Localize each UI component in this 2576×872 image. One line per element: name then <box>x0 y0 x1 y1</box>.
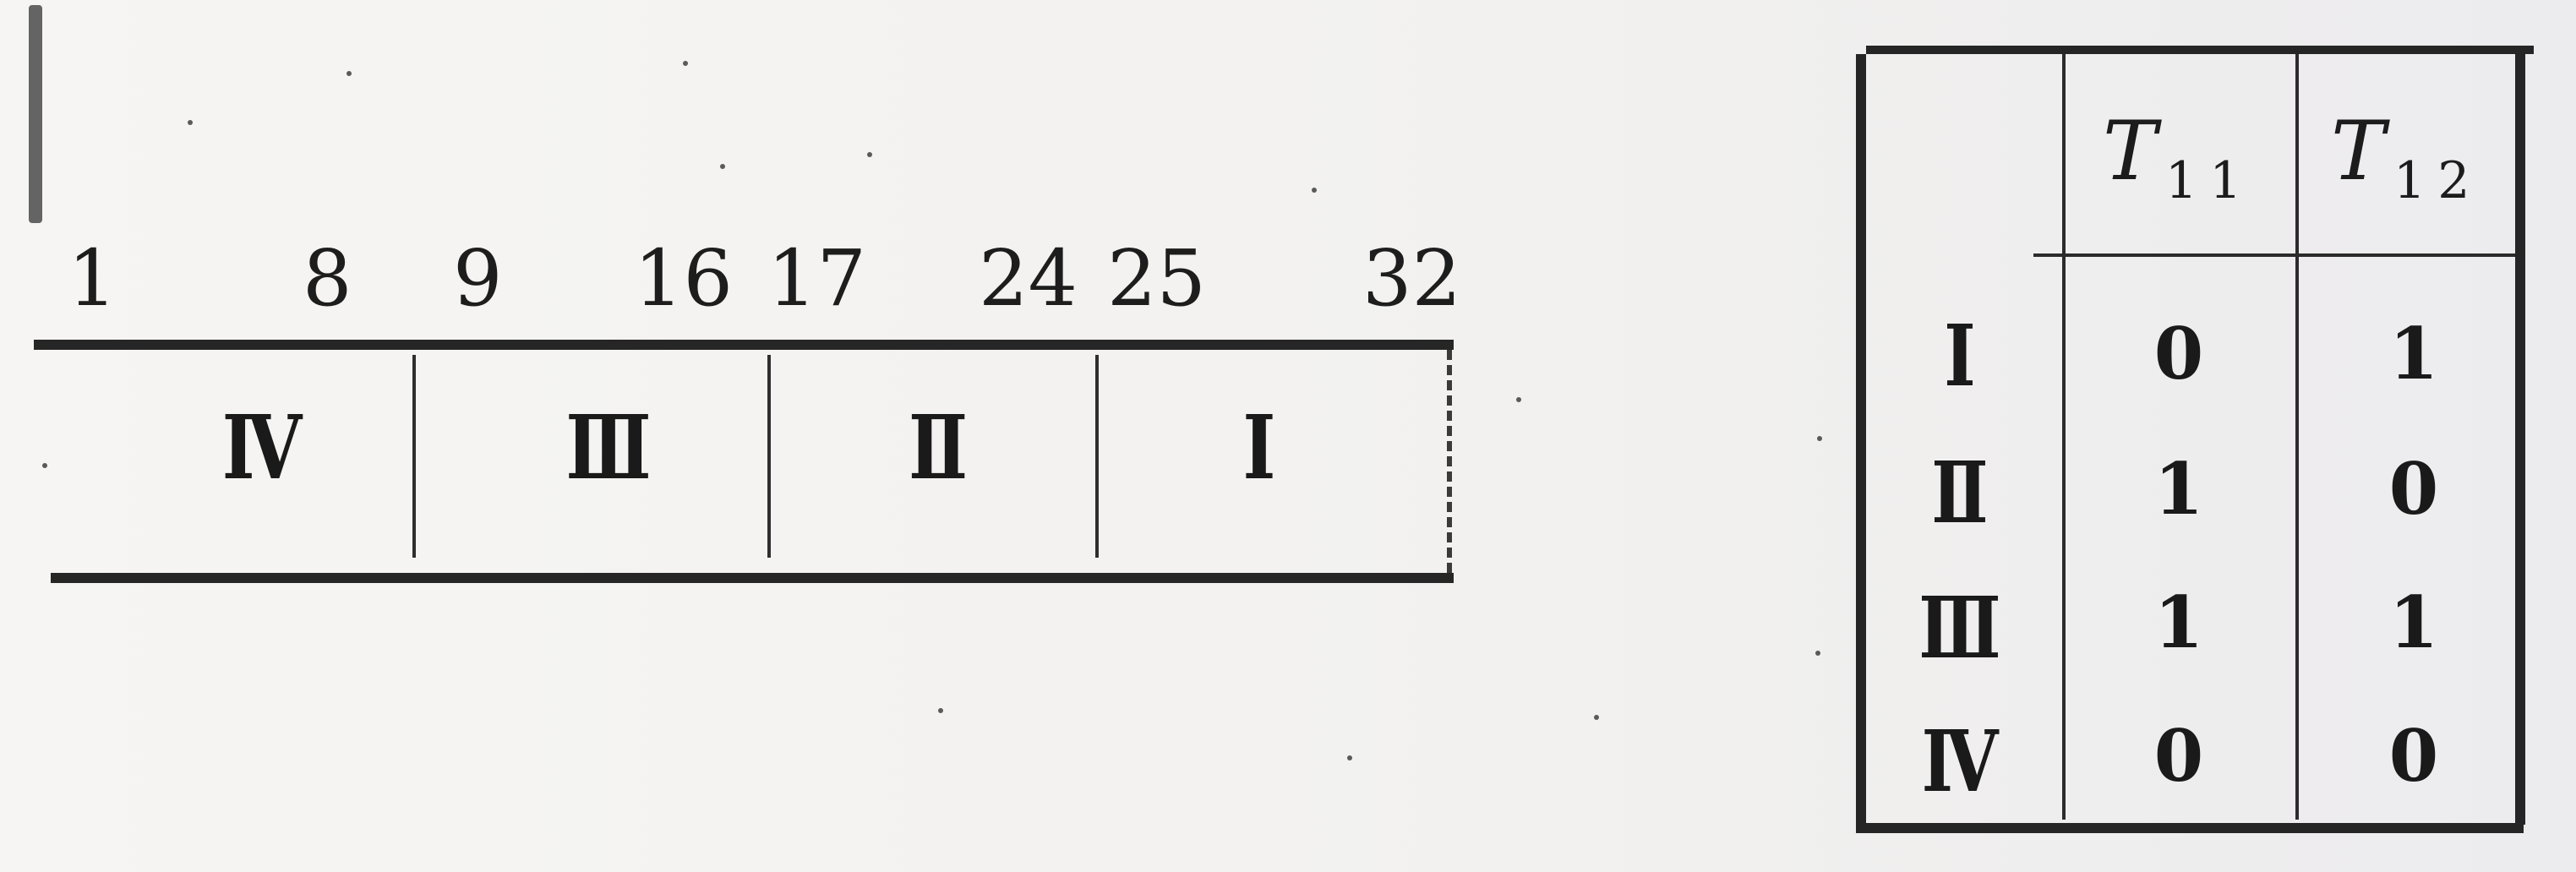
scan-speck <box>1815 651 1820 656</box>
scan-speck <box>867 152 872 157</box>
bit-label: 32 <box>1362 233 1462 324</box>
header-letter: T <box>2331 104 2386 199</box>
truth-table <box>1856 46 2532 831</box>
field-divider <box>412 355 416 558</box>
field-label: Ⅲ <box>565 395 652 499</box>
row-label: Ⅱ <box>1931 443 1989 542</box>
register-bottom-border <box>51 573 1454 583</box>
scan-speck <box>1594 715 1599 720</box>
bit-label: 17 <box>767 233 867 324</box>
column-header-t12 <box>2331 105 2481 209</box>
scan-speck <box>720 164 725 169</box>
table-header-separator <box>2033 253 2515 257</box>
register-diagram <box>34 228 1471 600</box>
table-column-separator <box>2062 54 2066 820</box>
scan-speck <box>1817 436 1822 441</box>
field-label: Ⅳ <box>221 395 303 499</box>
table-cell-t12: 1 <box>2388 580 2439 664</box>
table-cell-t11: 0 <box>2153 312 2204 395</box>
header-letter: T <box>2103 104 2158 199</box>
bit-label: 24 <box>979 233 1078 324</box>
field-label: Ⅰ <box>1242 395 1276 499</box>
column-header-t11 <box>2103 105 2253 209</box>
table-bottom-border <box>1856 823 2524 833</box>
bit-label: 1 <box>68 233 117 324</box>
header-subscript: 12 <box>2393 151 2482 210</box>
table-column-separator <box>2295 54 2299 820</box>
field-divider <box>1095 355 1099 558</box>
table-left-border <box>1856 54 1866 825</box>
header-subscript: 11 <box>2165 151 2254 210</box>
row-label: Ⅳ <box>1921 711 1999 811</box>
bit-label: 16 <box>634 233 734 324</box>
row-label: Ⅲ <box>1918 578 2001 678</box>
scan-speck <box>1347 755 1352 760</box>
scan-speck <box>1312 188 1317 193</box>
field-divider <box>767 355 771 558</box>
table-cell-t11: 1 <box>2153 580 2204 664</box>
table-cell-t11: 1 <box>2153 447 2204 531</box>
margin-scan-bar <box>29 5 42 223</box>
bit-label: 25 <box>1107 233 1207 324</box>
register-top-border <box>34 340 1454 350</box>
bit-label: 9 <box>453 233 503 324</box>
scan-speck <box>683 61 688 66</box>
table-cell-t12: 1 <box>2388 312 2439 395</box>
table-cell-t12: 0 <box>2388 714 2439 798</box>
table-cell-t12: 0 <box>2388 447 2439 531</box>
bit-label: 8 <box>303 233 352 324</box>
scan-speck <box>938 708 943 713</box>
field-label: Ⅱ <box>908 395 969 499</box>
scan-speck <box>1516 397 1521 402</box>
row-label: Ⅰ <box>1944 306 1976 406</box>
table-top-border <box>1866 46 2534 54</box>
table-cell-t11: 0 <box>2153 714 2204 798</box>
scan-speck <box>347 71 352 76</box>
register-right-border <box>1447 350 1459 573</box>
table-right-border <box>2515 54 2525 825</box>
scan-speck <box>188 120 193 125</box>
